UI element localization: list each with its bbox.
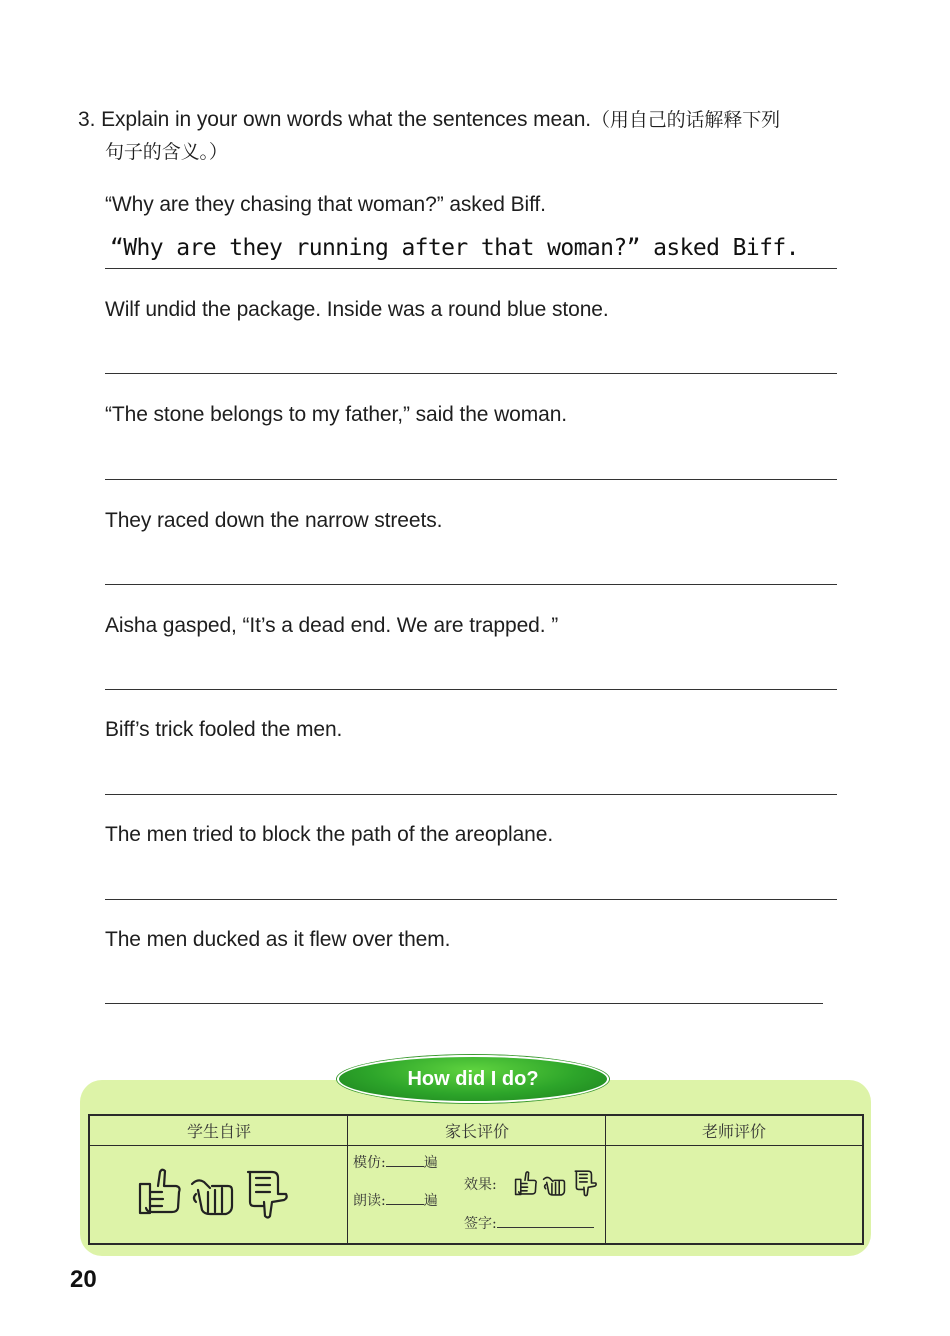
sentence-3: “The stone belongs to my father,” said the woman. [105,403,568,426]
read-count-blank[interactable] [386,1204,424,1205]
how-did-i-do-banner: How did I do? [337,1055,609,1103]
read-label: 朗读: [353,1193,386,1209]
answer-line-8[interactable] [105,1003,823,1004]
sentence-7: The men tried to block the path of the areoplane. [105,823,554,846]
sign-row [464,1213,594,1233]
header-teacher-assessment: 老师评价 [606,1116,862,1146]
sentence-2: Wilf undid the package. Inside was a round blue stone. [105,298,609,321]
signature-blank[interactable] [497,1227,594,1228]
question-prompt [78,104,878,168]
answer-line-2[interactable] [105,373,837,374]
thumbs-down-icon[interactable] [242,1168,290,1220]
question-prompt-zh-2: 句子的含义。） [105,141,228,163]
header-parent-assessment: 家长评价 [348,1116,606,1146]
thumbs-down-icon[interactable] [572,1169,598,1197]
sentence-6: Biff’s trick fooled the men. [105,718,343,741]
column-divider [347,1116,348,1243]
answer-line-5[interactable] [105,689,837,690]
ok-hand-icon[interactable] [188,1170,236,1216]
thumbs-up-icon[interactable] [136,1166,184,1216]
effect-label: 效果: [464,1177,497,1193]
column-divider [605,1116,606,1243]
question-number: 3. [78,108,96,131]
answer-line-6[interactable] [105,794,837,795]
sentence-5: Aisha gasped, “It’s a dead end. We are trapped. ” [105,614,559,637]
answer-1-text[interactable]: “Why are they running after that woman?” asked Biff. [110,235,799,261]
header-self-assessment: 学生自评 [90,1116,348,1146]
answer-line-3[interactable] [105,479,837,480]
sentence-1: “Why are they chasing that woman?” asked Biff. [105,193,546,216]
sentence-4: They raced down the narrow streets. [105,509,443,532]
imitate-label: 模仿: [353,1155,386,1171]
imitate-count-blank[interactable] [386,1166,424,1167]
question-prompt-en: Explain in your own words what the sentences mean. [101,108,592,131]
answer-line-7[interactable] [105,899,837,900]
answer-line-4[interactable] [105,584,837,585]
imitate-row [353,1152,438,1172]
imitate-unit: 遍 [423,1155,438,1171]
sentence-8: The men ducked as it flew over them. [105,928,451,951]
answer-line-1[interactable] [105,268,837,269]
sign-label: 签字: [464,1216,497,1232]
read-unit: 遍 [423,1193,438,1209]
ok-hand-icon[interactable] [541,1172,567,1196]
page-number: 20 [70,1266,97,1293]
read-row [353,1190,438,1210]
thumbs-up-icon[interactable] [513,1170,539,1196]
question-prompt-zh-1: （用自己的话解释下列 [591,109,781,131]
